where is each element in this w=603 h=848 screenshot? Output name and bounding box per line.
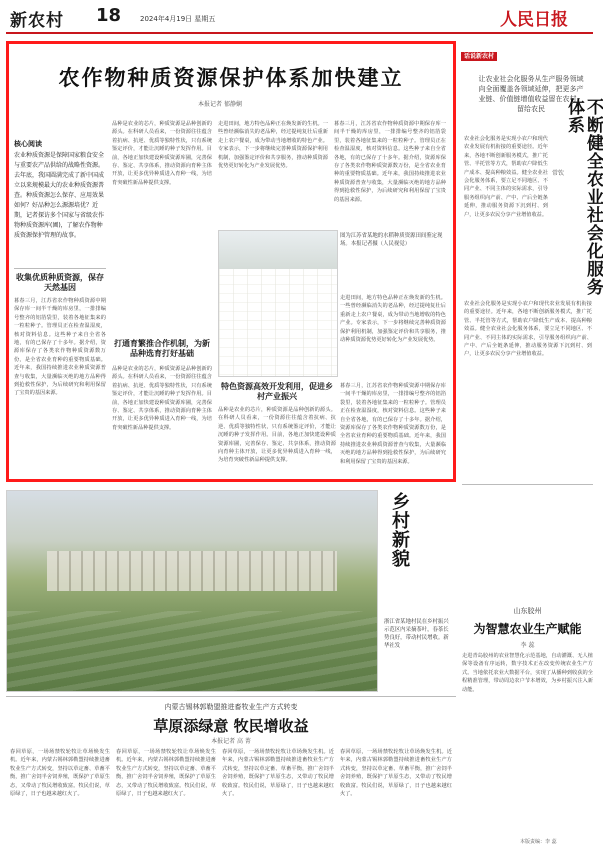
bottom-byline: 本报记者 高 菁 (211, 738, 251, 745)
column-tag (461, 43, 593, 60)
rural-title: 乡村新貌 (389, 492, 410, 568)
second-author: 李 蕊 (520, 642, 535, 649)
body-column-4c: 暮春三月，江苏省农作物种质资源中期保存库一间半干燥的库房里，一排排编号整齐的铝箔袋里，装着各地征集来的一粒粒种子。管理员正在检查温湿度，核对资料信息。这些种子来自全省各地，有的已保存了十多年。据介绍，资源库保存了各类农作物种质资源数万份，是全省农业育种的重要物质基础。近年来，我国持续推进农业种质资源普查与收集，大量濒临灭绝的地方品种得到抢救性保护，为后续研究和利用保留了宝贵的基因来源。 (340, 383, 446, 465)
section-name: 新农村 (10, 11, 64, 31)
subhead-3: 特色资源高效开发利用，促进乡村产业振兴 (221, 382, 333, 401)
column-tag-label: 话说新农村 (461, 52, 497, 61)
bottom-headline: 草原添绿意 牧民增收益 (153, 717, 309, 735)
body-column-3: 走进田间，地方特色品种正在焕发新的生机。一些曾经濒临消失的老品种，经过提纯复壮后重新走上农户餐桌，成为带动当地增收的特色产业。专家表示，下一步将继续完善种质资源保护利用机制，加强鉴定评价和共享服务，推动种质资源优势更好转化为产业发展优势。 (218, 121, 328, 170)
opinion-author: 常钦 (552, 170, 565, 177)
opinion-body-continued: 农业社会化服务是实现小农户和现代农业发展有机衔接的重要途径。近年来，各地不断创新服务模式，推广托管、半托管等方式，帮助农户降低生产成本、提高种粮效益。健全农业社会化服务体系，要立足不同地区、不同产业、不同主体的实际需求，引导服务组织向产前、产中、产后全链条延伸，推动服务资源下沉到村、到户，让更多农民分享产业增值收益。 (464, 301, 592, 358)
photo-caption: 图为江苏省某地的水稻种质资源田间鉴定现场。本报记者摄（人民视觉） (340, 233, 443, 247)
body-column-2b: 品种是农业的芯片，种质资源是品种创新的源头。在科研人员看来，一份资源往往蕴含着抗病、抗逆、优质等独特性状，只有系统鉴定评价，才能让沉睡的种子发挥作用。目前，各地正加快建设种质资源库圃，完善保存、鉴定、共享体系，推动资源向育种主体开放，让更多优异种质进入育种一线，为培育突破性新品种提供支撑。 (112, 366, 212, 431)
bottom-body-4: 春回草原，一场场禁牧轮牧让草场焕发生机。近年来，内蒙古锡林郭勒盟持续推进畜牧业生产方式转变，坚持以草定畜、草畜平衡，推广舍饲半舍饲养殖，既保护了草原生态，又带动了牧民增收致富。牧民们说，草原绿了，日子也越来越红火了。 (340, 749, 452, 798)
bottom-kicker: 内蒙古锡林郭勒盟推进畜牧业生产方式转变 (164, 703, 298, 711)
rural-photo (6, 490, 378, 692)
issue-date: 2024年4月19日 星期五 (140, 15, 216, 23)
page-editor: 本版责编：李 蕊 (520, 839, 557, 845)
body-column-1: 暮春三月，江苏省农作物种质资源中期保存库一间半干燥的库房里，一排排编号整齐的铝箔袋里，装着各地征集来的一粒粒种子。管理员正在检查温湿度，核对资料信息。这些种子来自全省各地，有的已保存了十多年。据介绍，资源库保存了各类农作物种质资源数万份，是全省农业育种的重要物质基础。近年来，我国持续推进农业种质资源普查与收集，大量濒临灭绝的地方品种得到抢救性保护，为后续研究和利用保留了宝贵的基因来源。 (14, 298, 106, 397)
page-number: 18 (96, 5, 122, 26)
second-kicker: 山东胶州 (513, 607, 542, 615)
rural-caption: 浙江省某地村民在乡村振兴示范区内采摘茶叶，春茶长势良好，带动村民增收。新华社发 (384, 619, 449, 649)
village-houses (47, 551, 337, 591)
subhead-2: 打通育繁推合作机制，为新品种选育打好基础 (114, 339, 210, 358)
body-column-2: 品种是农业的芯片，种质资源是品种创新的源头。在科研人员看来，一份资源往往蕴含着抗病、抗逆、优质等独特性状，只有系统鉴定评价，才能让沉睡的种子发挥作用。目前，各地正加快建设种质资源库圃，完善保存、鉴定、共享体系，推动资源向育种主体开放，让更多优异种质进入育种一线，为培育突破性新品种提供支撑。 (112, 121, 212, 186)
divider (14, 268, 106, 269)
masthead (0, 0, 599, 34)
body-column-3b: 品种是农业的芯片，种质资源是品种创新的源头。在科研人员看来，一份资源往往蕴含着抗病、抗逆、优质等独特性状，只有系统鉴定评价，才能让沉睡的种子发挥作用。目前，各地正加快建设种质资源库圃，完善保存、鉴定、共享体系，推动资源向育种主体开放，让更多优异种质进入育种一线，为培育突破性新品种提供支撑。 (218, 407, 336, 464)
newspaper-logo: 人民日报 (500, 10, 568, 30)
pull-quote: 让农业社会化服务从生产服务领域向全面覆盖各领域延伸，把更多产业链、价值链增值收益留在农村，留给农民 (478, 75, 584, 113)
subhead-1: 收集优质种质资源，保存天然基因 (16, 273, 104, 292)
second-body: 走进青岛胶州的农业智慧化示范基地，自动灌溉、无人植保等设备有序运转，数字技术正在改变传统农业生产方式。当地依托农业大数据平台，实现了从播种到收获的全程精准管理，带动周边农户节本增效，为乡村振兴注入新动能。 (462, 653, 593, 693)
masthead-rule (6, 32, 593, 34)
main-headline: 农作物种质资源保护体系加快建立 (58, 65, 404, 90)
body-column-4b: 走进田间，地方特色品种正在焕发新的生机。一些曾经濒临消失的老品种，经过提纯复壮后重新走上农户餐桌，成为带动当地增收的特色产业。专家表示，下一步将继续完善种质资源保护利用机制，加强鉴定评价和共享服务，推动种质资源优势更好转化为产业发展优势。 (340, 295, 446, 344)
second-title: 为智慧农业生产赋能 (473, 622, 582, 636)
photo-sky (219, 231, 337, 269)
article-photo (218, 230, 338, 377)
divider (6, 696, 456, 697)
body-column-4: 暮春三月，江苏省农作物种质资源中期保存库一间半干燥的库房里，一排排编号整齐的铝箔袋里，装着各地征集来的一粒粒种子。管理员正在检查温湿度，核对资料信息。这些种子来自全省各地，有的已保存了十多年。据介绍，资源库保存了各类农作物种质资源数万份，是全省农业育种的重要物质基础。近年来，我国持续推进农业种质资源普查与收集，大量濒临灭绝的地方品种得到抢救性保护，为后续研究和利用保留了宝贵的基因来源。 (334, 121, 446, 203)
opinion-body: 农业社会化服务是实现小农户和现代农业发展有机衔接的重要途径。近年来，各地不断创新服务模式，推广托管、半托管等方式，帮助农户降低生产成本、提高种粮效益。健全农业社会化服务体系，要立足不同地区、不同产业、不同主体的实际需求，引导服务组织向产前、产中、产后全链条延伸，推动服务资源下沉到村、到户，让更多农民分享产业增值收益。 (464, 136, 548, 218)
lead-text: 农业种质资源是保障国家粮食安全与重要农产品供给的战略性资源。去年底，我国圆满完成了新中国成立以来规模最大的农业种质资源普查。种质资源怎么保存、应用效果如何？好品种怎么源源培优？近期，记者探访多个国家与省级农作物种质资源库(圃)，了解农作物种质资源保护管理的故事。 (14, 152, 105, 239)
main-byline: 本报记者 郁静娴 (198, 101, 242, 108)
bottom-body-3: 春回草原，一场场禁牧轮牧让草场焕发生机。近年来，内蒙古锡林郭勒盟持续推进畜牧业生产方式转变，坚持以草定畜、草畜平衡，推广舍饲半舍饲养殖，既保护了草原生态，又带动了牧民增收致富。牧民们说，草原绿了，日子也越来越红火了。 (222, 749, 334, 798)
bottom-body-2: 春回草原，一场场禁牧轮牧让草场焕发生机。近年来，内蒙古锡林郭勒盟持续推进畜牧业生产方式转变，坚持以草定畜、草畜平衡，推广舍饲半舍饲养殖，既保护了草原生态，又带动了牧民增收致富。牧民们说，草原绿了，日子也越来越红火了。 (116, 749, 216, 798)
divider (462, 484, 593, 485)
lead-label: 核心阅读 (14, 140, 42, 148)
opinion-title: 不断健全农业社会化服务体系 (564, 98, 603, 296)
bottom-body-1: 春回草原，一场场禁牧轮牧让草场焕发生机。近年来，内蒙古锡林郭勒盟持续推进畜牧业生产方式转变，坚持以草定畜、草畜平衡，推广舍饲半舍饲养殖，既保护了草原生态，又带动了牧民增收致富。牧民们说，草原绿了，日子也越来越红火了。 (10, 749, 110, 798)
field-rows (7, 611, 377, 691)
